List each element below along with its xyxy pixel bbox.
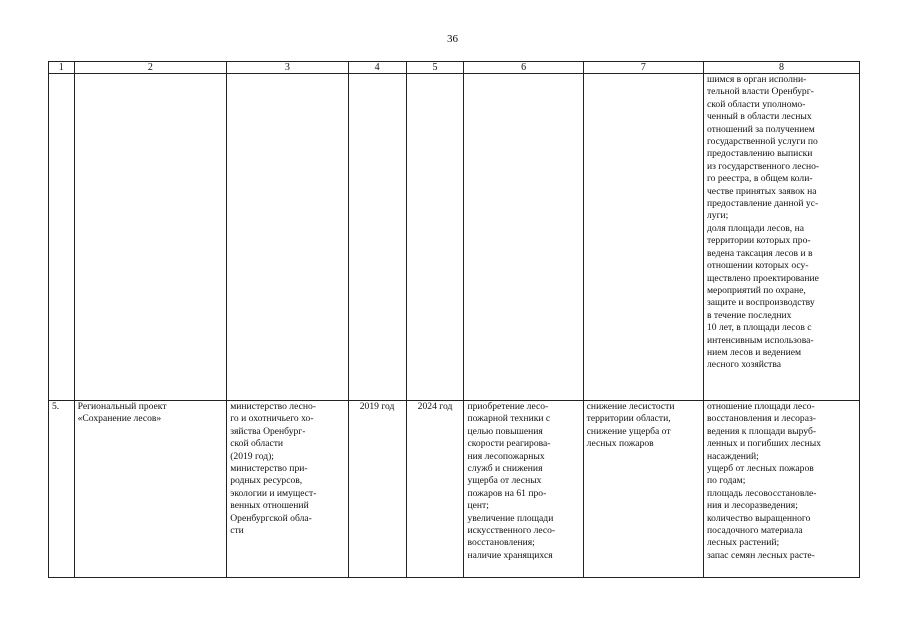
cell-indicators-continued	[703, 74, 859, 401]
cell-empty	[464, 74, 583, 401]
cell-expected-results	[464, 401, 583, 578]
table-row-5	[49, 401, 860, 578]
row-number: 5.	[52, 401, 60, 412]
col-header-7: 7	[583, 62, 703, 74]
col-header-4: 4	[348, 62, 406, 74]
col-header-8: 8	[703, 62, 859, 74]
cell-indicators	[703, 401, 859, 578]
indicators-text: отношение площади лесо- восстановления и лесораз- ведения к площади выруб- ленных и погибших лесных насаждений; ущерб от лесных пожаров по годам; площадь лесовосстановле- ния и лесоразведения; количество выращенного посадочного материала лесных растений; запас семян лесных расте-	[706, 401, 821, 561]
consequences-text: снижение лесистости территории области, снижение ущерба от лесных пожаров	[586, 401, 675, 450]
cell-empty	[583, 74, 703, 401]
page-number: 36	[447, 33, 458, 45]
cell-consequences	[583, 401, 703, 578]
indicators-text: шимся в орган исполни- тельной власти Оренбург- ской области уполномо- ченный в области лесных отношений за получением государственной услуги по предоставлению выписки из государственного лесно- го реестра, в общем коли- честве принятых заявок на предоставление данной ус- луги; доля площади лесов, на территории которых про- ведена таксация лесов и в отношении которых осу- ществлено проектирование мероприятий по охране, защите и воспроизводству в течение последних 10 лет, в площади лесов с интенсивным использова- нием лесов и ведением лесного хозяйства	[706, 74, 820, 371]
col-header-3: 3	[227, 62, 348, 74]
cell-project-name	[74, 401, 227, 578]
col-header-1: 1	[49, 62, 75, 74]
header-row	[49, 62, 860, 74]
cell-number	[49, 401, 75, 578]
start-year: 2019 год	[359, 401, 395, 412]
project-name: Региональный проект «Сохранение лесов»	[77, 401, 167, 425]
col-header-6: 6	[464, 62, 583, 74]
col-header-2: 2	[74, 62, 227, 74]
cell-empty	[227, 74, 348, 401]
expected-results: приобретение лесо- пожарной техники с целью повышения скорости реагирова- ния лесопожарных служб и снижения ущерба от лесных пожаров на 61 про- цент; увеличение площади искусственного лесо- восстановления; наличие хранящихся	[467, 401, 556, 561]
responsible-text: министерство лесно- го и охотничьего хо- зяйства Оренбург- ской области (2019 год); министерство при- родных ресурсов, экологии и имущест- венных отношений Оренбургской обла- сти	[230, 401, 317, 537]
end-year: 2024 год	[417, 401, 453, 412]
cell-empty	[74, 74, 227, 401]
document-table	[48, 61, 860, 578]
cell-empty	[406, 74, 464, 401]
cell-start-year	[348, 401, 406, 578]
cell-end-year	[406, 401, 464, 578]
cell-empty	[49, 74, 75, 401]
cell-responsible	[227, 401, 348, 578]
cell-empty	[348, 74, 406, 401]
table-row-continued	[49, 74, 860, 401]
col-header-5: 5	[406, 62, 464, 74]
